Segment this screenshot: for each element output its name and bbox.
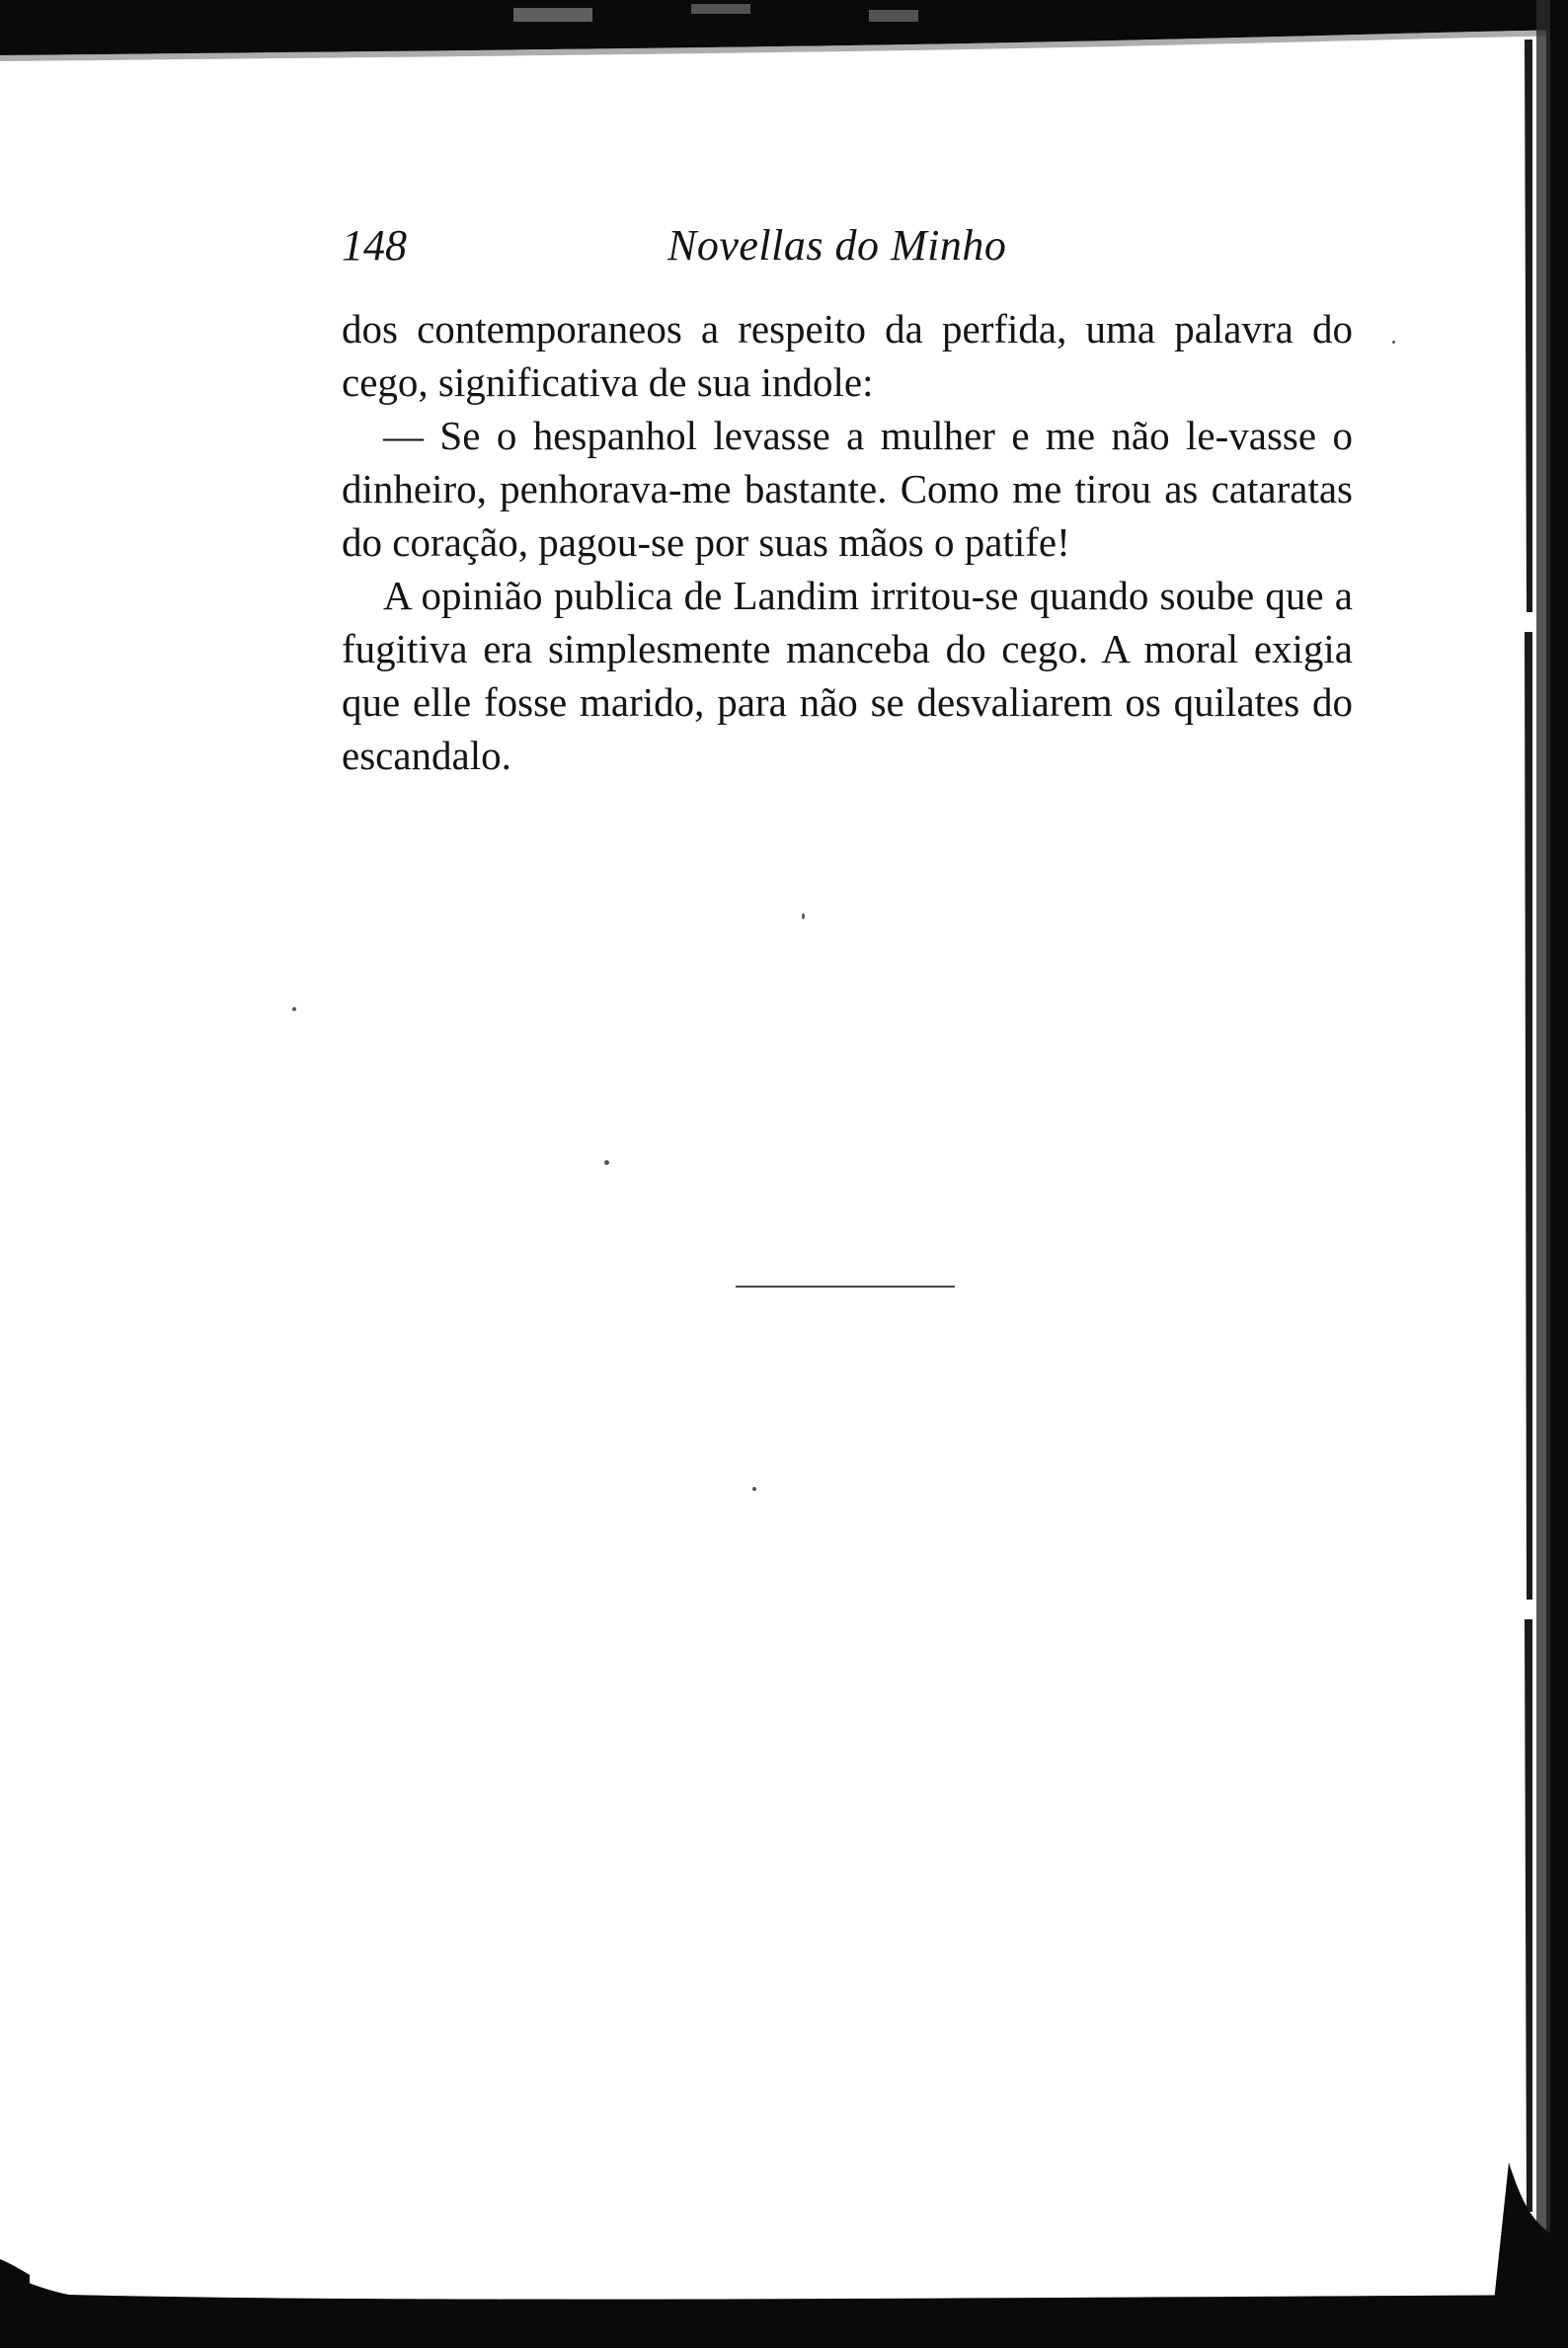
scan-speck bbox=[1536, 444, 1539, 448]
scan-speck bbox=[752, 1487, 756, 1491]
section-divider bbox=[736, 1286, 955, 1288]
scan-edge-bottom bbox=[0, 2200, 1568, 2348]
running-title: Novellas do Minho bbox=[667, 221, 1007, 270]
paragraph-dialogue: — Se o hespanhol levasse a mulher e me não le-vasse o dinheiro, penhorava-me bastante. Como me tirou as cataratas do coração, pagou-se por suas mãos o patife! bbox=[342, 413, 1353, 565]
page-number: 148 bbox=[342, 221, 407, 270]
body-text bbox=[342, 302, 1353, 782]
scan-speck bbox=[292, 1007, 296, 1011]
scan-speck bbox=[604, 1160, 609, 1165]
scan-speck bbox=[802, 913, 805, 919]
scan-edge-top bbox=[0, 0, 1568, 61]
scan-edge-right bbox=[1430, 0, 1568, 2348]
scan-speck bbox=[1392, 341, 1395, 344]
running-head bbox=[342, 211, 1349, 280]
paragraph-public-opinion: A opinião publica de Landim irritou-se quando soube que a fugitiva era simplesmente manceba do cego. A moral exigia que elle fosse marido, para não se desvaliarem os quilates do escandalo. bbox=[342, 573, 1353, 778]
paragraph-continuation: dos contemporaneos a respeito da perfida, uma palavra do cego, significativa de sua indole: bbox=[342, 306, 1353, 405]
